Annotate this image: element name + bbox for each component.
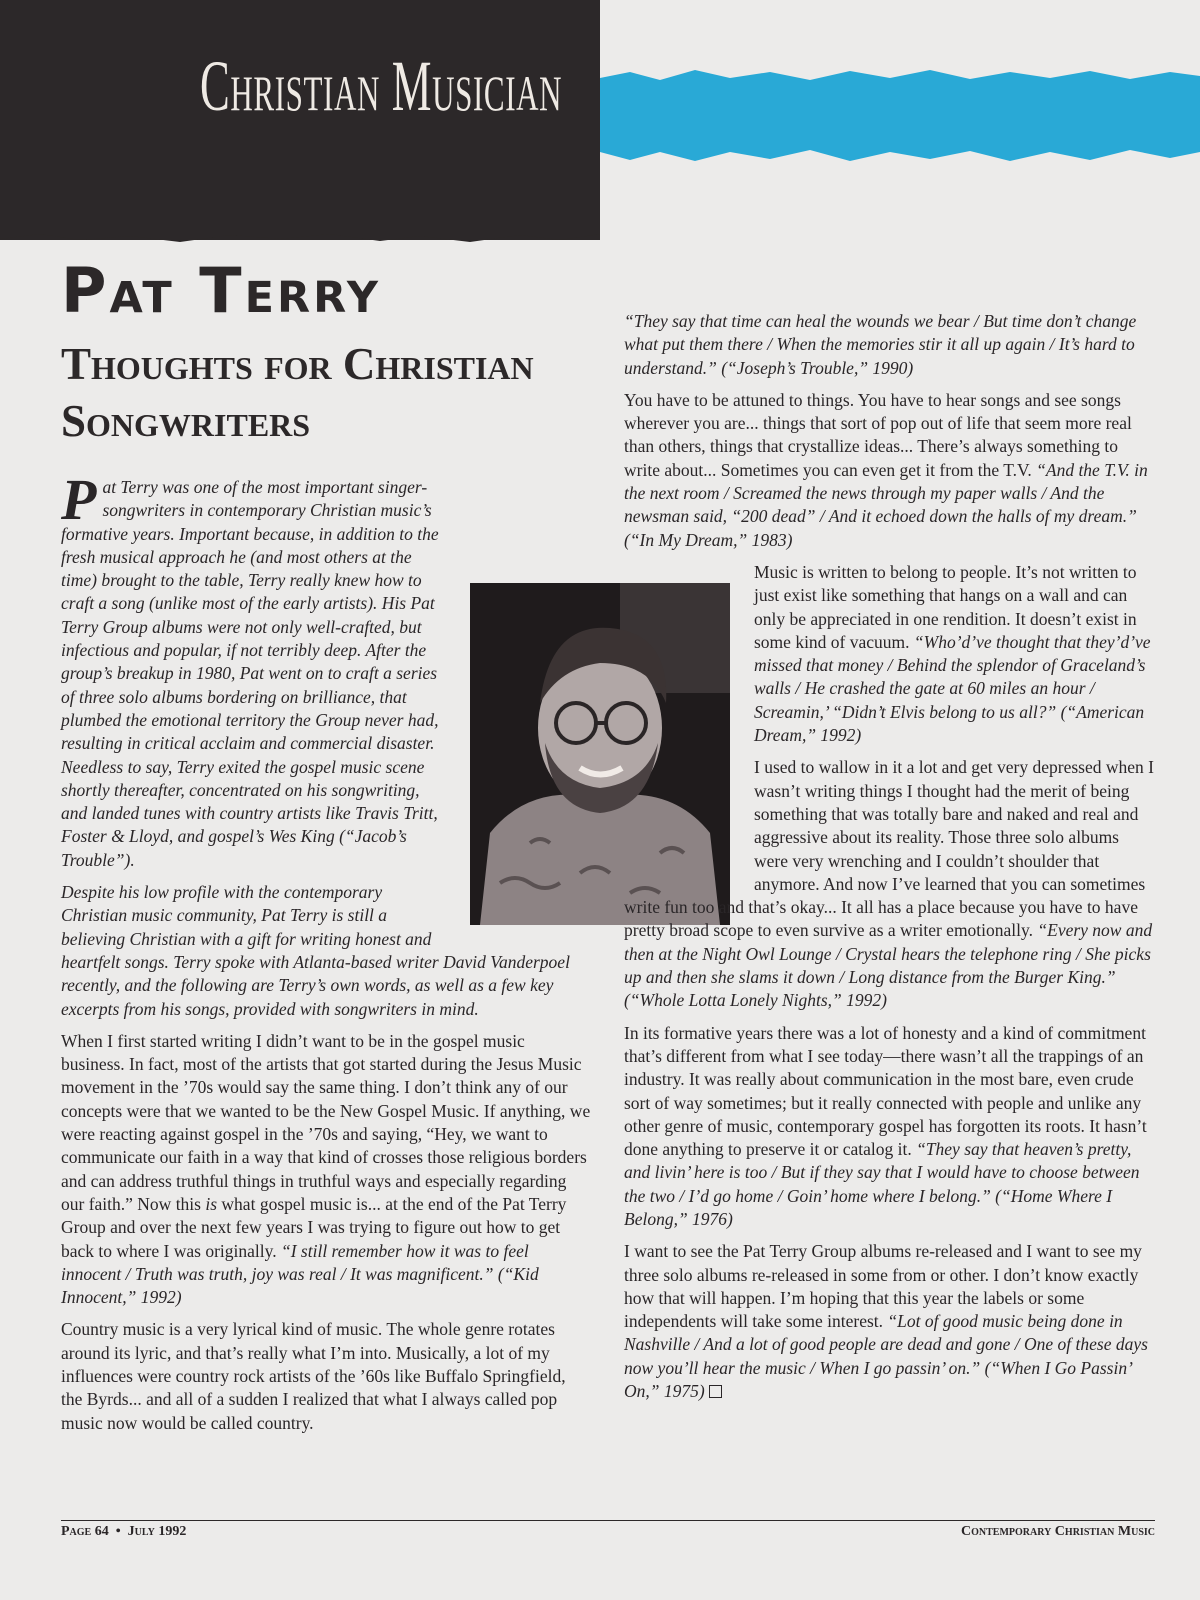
right-column (624, 310, 1154, 1412)
body-paragraph (624, 389, 1154, 552)
section-header-block (0, 0, 600, 240)
body-text: I want to see the Pat Terry Group albums re-released and I want to see my three solo albums re-released in some from or other. I don’t know exactly how that will happen. I’m hoping that this year the labels or some independents will take some interest. (624, 1241, 1142, 1332)
body-text: what gospel music is... at the end of the Pat Terry Group and over the next few years I was trying to figure out how to get back to where I was originally. (61, 1193, 567, 1261)
footer-publication: Contemporary Christian Music (961, 1524, 1155, 1539)
blue-brush-stripe (600, 66, 1200, 166)
photo-float-spacer (624, 561, 744, 896)
body-text: In its formative years there was a lot of honesty and a kind of commitment that’s different from what I see today—there wasn’t all the trappings of an industry. It was really about communication in the most bare, even crude sort of way sometimes; but it really connected with people and unlike any other genre of music, contemporary gospel has forgotten its roots. It hasn’t done anything to preserve it or catalog it. (624, 1022, 1147, 1160)
end-of-article-box-icon (709, 1385, 722, 1398)
body-paragraph (624, 1022, 1154, 1232)
body-text: I used to wallow in it a lot and get very depressed when I wasn’t writing things I thought had the merit of being something that was totally bare and naked and real and aggressive about its reality. Those three solo albums were very wrenching and I couldn’t shoulder that anymore. And now I’ve learned that you can sometimes write fun too and that’s okay... It all has a place because you have to have pretty broad scope to even survive as a writer emotionally. (624, 757, 1154, 941)
body-paragraph (624, 1240, 1154, 1403)
intro-paragraph-2: Despite his low profile with the contemporary Christian music community, Pat Terry is still a believing Christian with a gift for writing honest and heartfelt songs. Terry spoke with Atlanta-based writer David Vanderpoel recently, and the following are Terry’s own words, as well as a few key excerpts from his songs, provided with songwriters in mind. (61, 882, 570, 1019)
body-text: When I first started writing I didn’t want to be in the gospel music business. In fact, most of the artists that got started during the Jesus Music movement in the ’70s would say the same thing. I don’t think any of our concepts were that we wanted to be the New Gospel Music. If anything, we were reacting against gospel in the ’70s and saying, “Hey, we want to communicate our faith in a way that kind of crosses those religious borders and can address truthful things in truthful ways and especially regarding our faith.” Now this (61, 1030, 591, 1214)
lyric-quote: “They say that time can heal the wounds we bear / But time don’t change what put them there / When the memories stir it all up again / It’s hard to understand.” (“Joseph’s Trouble,” 1990) (624, 311, 1137, 378)
body-text: Music is written to belong to people. It’s not written to just exist like something that hangs on a wall and can only be appreciated in one rendition. It doesn’t exist in some kind of vacuum. (754, 561, 1137, 652)
body-paragraph: Country music is a very lyrical kind of music. The whole genre rotates around its lyric, and that’s really what I’m into. Musically, a lot of my influences were country rock artists of the ’60s like Buffalo Springfield, the Byrds... and all of a sudden I realized that what I always called pop music now would be called country. (61, 1319, 566, 1433)
article-subtitle: Thoughts for Christian Songwriters (61, 339, 534, 446)
footer-page-date: Page 64 • July 1992 (61, 1524, 187, 1539)
lyric-quote: “Who’d’ve thought that they’d’ve missed that money / Behind the splendor of Graceland’s walls / He crashed the gate at 60 miles an hour / Screamin,’ “Didn’t Elvis belong to us all?” (“American Dream,” 1992) (754, 631, 1151, 746)
lyric-quote: “They say that heaven’s pretty, and livin’ here is too / But if they say that I would have to choose between the two / I’d go home / Goin’ home where I belong.” (“Home Where I Belong,” 1976) (624, 1139, 1140, 1229)
body-text: You have to be attuned to things. You have to hear songs and see songs wherever you are... things that sort of pop out of life that seem more real than others, things that crystallize ideas... There’s always something to write about... Sometimes you can even get it from the T.V. (624, 389, 1132, 480)
lyric-quote: “Every now and then at the Night Owl Lounge / Crystal hears the telephone ring / She picks up and then she slams it down / Long distance from the Burger King.” (“Whole Lotta Lonely Nights,” 1992) (624, 920, 1153, 1011)
torn-edge (0, 230, 600, 246)
section-label: Christian Musician (200, 46, 563, 126)
intro-text: at Terry was one of the most important singer-songwriters in contemporary Christian music’s formative years. Important because, in addition to the fresh musical approach he (and most others at the time) brought to the table, Terry really knew how to craft a song (unlike most of the early artists). His Pat Terry Group albums were not only well-crafted, but infectious and popular, if not terribly deep. After the group’s breakup in 1980, Pat went on to craft a series of three solo albums bordering on brilliance, that plumbed the emotional territory the Group never had, resulting in critical acclaim and commercial disaster. Needless to say, Terry exited the gospel music scene shortly thereafter, concentrated on his songwriting, and landed tunes with country artists like Travis Tritt, Foster & Lloyd, and gospel’s Wes King (“Jacob’s Trouble”). (61, 477, 439, 870)
lyric-quote: “Lot of good music being done in Nashville / And a lot of good people are dead and gone / One of these days now you’ll hear the music / When I go passin’ on.” (“When I Go Passin’ On,” 1975) (624, 1311, 1148, 1402)
lyric-quote: “I still remember how it was to feel innocent / Truth was truth, joy was real / It was magnificent.” (“Kid Innocent,” 1992) (61, 1240, 539, 1308)
drop-cap: P (61, 467, 97, 532)
body-paragraph (61, 1030, 591, 1310)
emphasis-text: is (205, 1193, 218, 1214)
article-title: Pat Terry (61, 254, 381, 327)
footer-rule (61, 1520, 1155, 1521)
lyric-quote: “And the T.V. in the next room / Screamed the news through my paper walls / And the newsman said, “200 dead” / And it echoed down the halls of my dream.” (“In My Dream,” 1983) (624, 459, 1148, 550)
